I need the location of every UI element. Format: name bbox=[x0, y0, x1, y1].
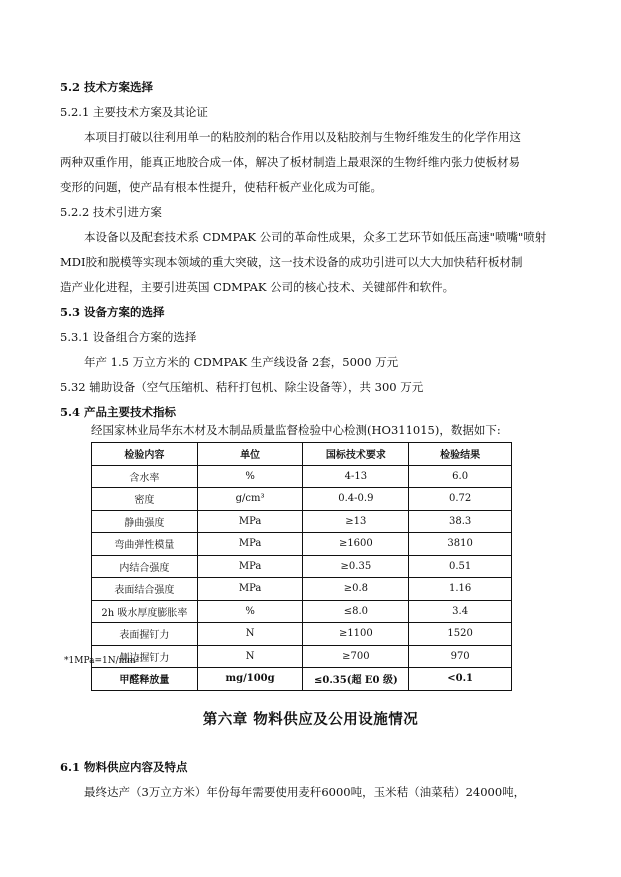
table-cell: ≥1100 bbox=[303, 623, 409, 646]
table-cell: 表面结合强度 bbox=[92, 578, 198, 601]
table-cell: 甲醛释放量 bbox=[92, 668, 198, 691]
table-cell: N bbox=[197, 645, 303, 668]
table-cell: 970 bbox=[409, 645, 512, 668]
table-cell: % bbox=[197, 600, 303, 623]
section-5-4-heading: 5.4 产品主要技术指标 bbox=[60, 405, 177, 419]
table-cell: <0.1 bbox=[409, 668, 512, 691]
section-5-2-heading: 5.2 技术方案选择 bbox=[60, 80, 154, 94]
table-header-cell: 国标技术要求 bbox=[303, 443, 409, 466]
table-cell: ≥700 bbox=[303, 645, 409, 668]
section-5-3-heading: 5.3 设备方案的选择 bbox=[60, 305, 165, 319]
table-cell: 6.0 bbox=[409, 465, 512, 488]
table-header-row bbox=[92, 443, 512, 466]
table-row bbox=[92, 645, 512, 668]
table-cell: 内结合强度 bbox=[92, 555, 198, 578]
table-cell: 3.4 bbox=[409, 600, 512, 623]
table-cell: 侧边握钉力 bbox=[92, 645, 198, 668]
paragraph-line: 本项目打破以往利用单一的粘胶剂的粘合作用以及粘胶剂与生物纤维发生的化学作用这 bbox=[84, 130, 521, 144]
technical-specs-table bbox=[91, 442, 512, 691]
table-header-cell: 单位 bbox=[197, 443, 303, 466]
table-cell: 38.3 bbox=[409, 510, 512, 533]
table-cell: 1520 bbox=[409, 623, 512, 646]
section-6-1-heading: 6.1 物料供应内容及特点 bbox=[60, 760, 188, 774]
table-cell: MPa bbox=[197, 555, 303, 578]
table-cell: MPa bbox=[197, 533, 303, 556]
table-cell: ≥0.8 bbox=[303, 578, 409, 601]
table-cell: 0.4-0.9 bbox=[303, 488, 409, 511]
table-cell: N bbox=[197, 623, 303, 646]
table-cell: ≥1600 bbox=[303, 533, 409, 556]
table-cell: 0.72 bbox=[409, 488, 512, 511]
table-footnote: *1MPa=1N/mm² bbox=[64, 656, 140, 666]
table-row bbox=[92, 533, 512, 556]
table-row bbox=[92, 555, 512, 578]
table-row bbox=[92, 578, 512, 601]
table-cell: 0.51 bbox=[409, 555, 512, 578]
table-cell: mg/100g bbox=[197, 668, 303, 691]
paragraph-line: 本设备以及配套技术系 CDMPAK 公司的革命性成果，众多工艺环节如低压高速"喷嘴"喷射 bbox=[84, 230, 547, 244]
table-cell: ≤0.35(超 E0 级) bbox=[303, 668, 409, 691]
table-row bbox=[92, 668, 512, 691]
table-cell: ≥13 bbox=[303, 510, 409, 533]
subsection-5-3-1-heading: 5.3.1 设备组合方案的选择 bbox=[60, 330, 197, 344]
table-cell: 静曲强度 bbox=[92, 510, 198, 533]
table-cell: 密度 bbox=[92, 488, 198, 511]
paragraph-line: 5.32 辅助设备（空气压缩机、秸秆打包机、除尘设备等），共 300 万元 bbox=[60, 380, 424, 394]
paragraph-line: 变形的问题，使产品有根本性提升，使秸秆板产业化成为可能。 bbox=[60, 180, 382, 194]
table-cell: 1.16 bbox=[409, 578, 512, 601]
table-row bbox=[92, 600, 512, 623]
subsection-5-2-1-heading: 5.2.1 主要技术方案及其论证 bbox=[60, 105, 208, 119]
table-cell: 4-13 bbox=[303, 465, 409, 488]
table-row bbox=[92, 623, 512, 646]
paragraph-line: 两种双重作用，能真正地胶合成一体，解决了板材制造上最艰深的生物纤维内张力使板材易 bbox=[60, 155, 520, 169]
table-row bbox=[92, 465, 512, 488]
table-cell: 表面握钉力 bbox=[92, 623, 198, 646]
table-cell: 含水率 bbox=[92, 465, 198, 488]
table-cell: MPa bbox=[197, 578, 303, 601]
table-row bbox=[92, 510, 512, 533]
table-cell: ≤8.0 bbox=[303, 600, 409, 623]
paragraph-line: 最终达产（3万立方米）年份每年需要使用麦秆6000吨，玉米秸（油菜秸）24000吨， bbox=[84, 785, 526, 799]
table-cell: 3810 bbox=[409, 533, 512, 556]
table-cell: 2h 吸水厚度膨胀率 bbox=[92, 600, 198, 623]
table-cell: 弯曲弹性模量 bbox=[92, 533, 198, 556]
subsection-5-2-2-heading: 5.2.2 技术引进方案 bbox=[60, 205, 162, 219]
paragraph-line: 年产 1.5 万立方米的 CDMPAK 生产线设备 2套，5000 万元 bbox=[84, 355, 399, 369]
table-header-cell: 检验结果 bbox=[409, 443, 512, 466]
paragraph-line: 造产业化进程，主要引进英国 CDMPAK 公司的核心技术、关键部件和软件。 bbox=[60, 280, 455, 294]
table-cell: % bbox=[197, 465, 303, 488]
paragraph-line: MDI胶和脱模等实现本领域的重大突破，这一技术设备的成功引进可以大大加快秸秆板材制 bbox=[60, 255, 523, 269]
table-cell: ≥0.35 bbox=[303, 555, 409, 578]
table-row bbox=[92, 488, 512, 511]
chapter-title: 第六章 物料供应及公用设施情况 bbox=[202, 711, 419, 728]
table-cell: g/cm³ bbox=[197, 488, 303, 511]
table-header-cell: 检验内容 bbox=[92, 443, 198, 466]
table-cell: MPa bbox=[197, 510, 303, 533]
table-intro: 经国家林业局华东木材及木制品质量监督检验中心检测(HO311015)，数据如下: bbox=[91, 423, 501, 437]
